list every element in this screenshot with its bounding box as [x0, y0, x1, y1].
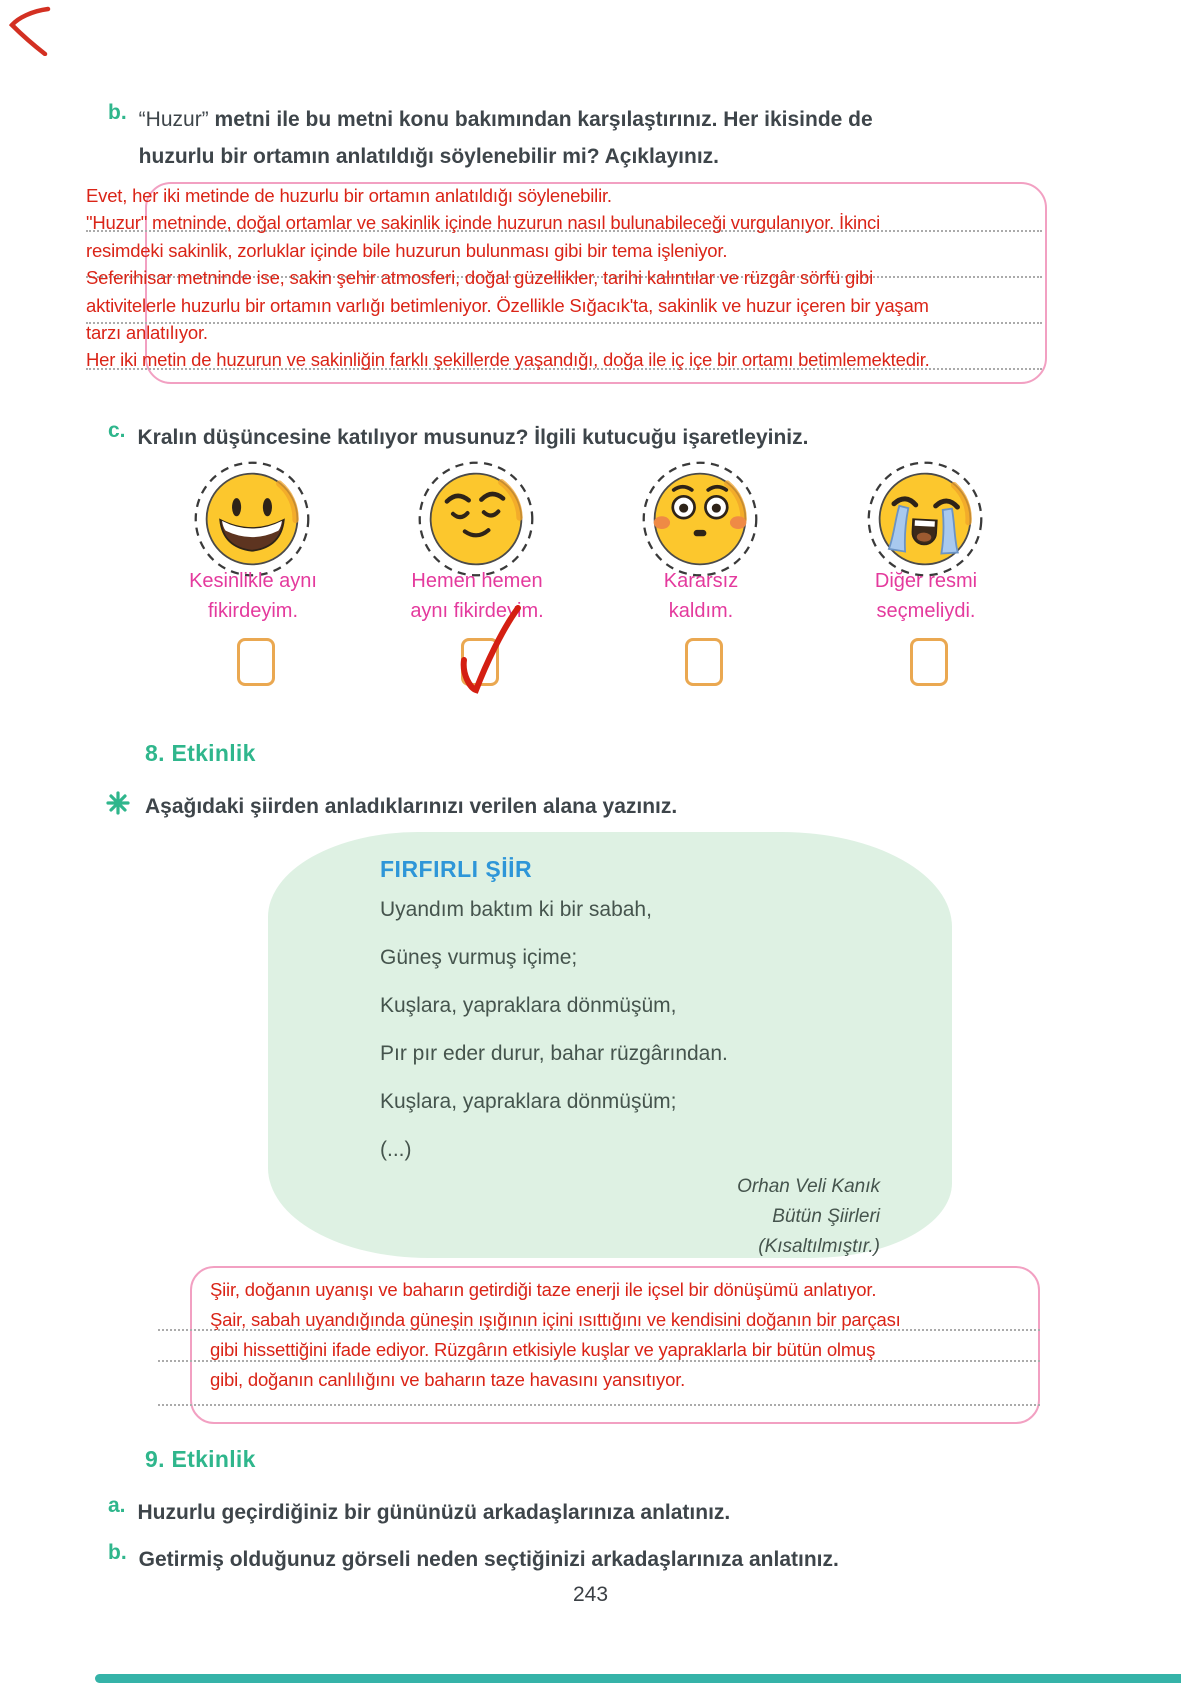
- workbook-page: b. “Huzur” metni ile bu metni konu bakımından karşılaştırınız. Her ikisinde de huzurlu bir ortamın anlatıldığı söylenebilir mi? Açıklayınız. Evet, her iki metinde de huzurlu bir ortamın anlatıldığı söylenebilir. "Huzur" metninde, doğal ortamlar ve sakinlik içinde huzurun nasıl bulunabileceği vurgulanıyor. İkinci resimdeki sakinlik, zorluklar içinde bile huzurun bulunması gibi bir tema işleniyor. Seferihisar metninde ise, sakin şehir atmosferi, doğal güzellikler, tarihi kalıntılar ve rüzgâr sörfü gibi aktivitelerle huzurlu bir ortamın varlığı betimleniyor. Özellikle Sığacık'ta, sakinlik ve huzur içeren bir yaşam tarzı anlatılıyor. Her iki metin de huzurun ve sakinliğin farklı şekillerde yaşandığı, doğa ile iç içe bir ortamı betimlemektedir. c. Kralın düşüncesine katılıyor musunuz? İlgili kutucuğu işaretleyiniz. Kesinlikle aynı fikirdeyim. Hemen hemen aynı fikirdeyim. Kararsız kaldım. Diğer resmi seçmeliydi. 8. Etkinlik Aşağıdaki şiirden anladıklarınızı verilen alana yazınız. FIRFIRLI ŞİİR Uyandım baktım ki bir sabah, Güneş vurmuş içime; Kuşlara, yapraklara dönmüşüm, Pır pır eder durur, bahar rüzgârından. Kuşlara, yapraklara dönmüşüm; (...) Orhan Veli Kanık Bütün Şiirleri (Kısaltılmıştır.) Şiir, doğanın uyanışı ve baharın getirdiği taze enerji ile içsel bir dönüşümü anlatıyor. Şair, sabah uyandığında güneşin ışığının içini ısıttığını ve kendisini doğanın bir parçası gibi hissettiğini ifade ediyor. Rüzgârın etkisiyle kuşlar ve yapraklarla bir bütün olmuş gibi, doğanın canlılığını ve baharın taze havasını yansıtıyor. 9. Etkinlik a. Huzurlu geçirdiğiniz bir gününüzü arkadaşlarınıza anlatınız. b. Getirmiş olduğunuz görseli neden seçtiğinizi arkadaşlarınıza anlatınız. 243: [0, 0, 1181, 1683]
- question-b: [108, 101, 873, 175]
- option-1-label: Kesinlikle aynı fikirdeyim.: [189, 570, 317, 622]
- question-c-letter: c.: [108, 419, 126, 442]
- question-9b-text: Getirmiş olduğunuz görseli neden seçtiğinizi arkadaşlarınıza anlatınız.: [138, 1548, 839, 1571]
- relieved-face-icon: [414, 457, 538, 581]
- question-c-text: Kralın düşüncesine katılıyor musunuz? İlgili kutucuğu işaretleyiniz.: [137, 426, 809, 449]
- option-3-checkbox[interactable]: [685, 638, 723, 686]
- writing-line: [86, 322, 1042, 324]
- writing-line: [158, 1404, 1040, 1406]
- question-b-letter: b.: [108, 101, 127, 124]
- option-4-label: Diğer resmi seçmeliydi.: [874, 570, 978, 622]
- activity-9-heading: 9. Etkinlik: [145, 1446, 256, 1472]
- question-c: [108, 419, 808, 456]
- grinning-face-icon: [193, 460, 311, 578]
- crying-face-icon: [863, 457, 987, 581]
- question-9a: [108, 1494, 730, 1531]
- option-4-checkbox[interactable]: [910, 638, 948, 686]
- option-2-label: Hemen hemen aynı fikirdeyim.: [410, 570, 544, 622]
- activity-8-heading: 8. Etkinlik: [145, 740, 256, 766]
- option-2-checkbox[interactable]: [461, 638, 499, 686]
- answer-option-1: [140, 460, 366, 700]
- flushed-face-icon: [641, 460, 759, 578]
- question-9b-letter: b.: [108, 1541, 127, 1564]
- question-9b: [108, 1541, 839, 1578]
- option-3-label: Kararsız kaldım.: [663, 570, 739, 622]
- page-number: 243: [572, 1583, 609, 1606]
- question-9a-text: Huzurlu geçirdiğiniz bir gününüzü arkadaşlarınıza anlatınız.: [137, 1501, 731, 1524]
- red-pen-corner-mark: [2, 2, 56, 56]
- activity-8-instruction: Aşağıdaki şiirden anladıklarınızı verilen alana yazınız.: [145, 795, 678, 818]
- answer-option-2: [364, 460, 590, 700]
- answer-option-4: [813, 460, 1039, 700]
- star-bullet-icon: [106, 791, 130, 815]
- answer-option-3: [588, 460, 814, 700]
- question-9a-letter: a.: [108, 1494, 126, 1517]
- option-1-checkbox[interactable]: [237, 638, 275, 686]
- poem-title: FIRFIRLI ŞİİR: [380, 856, 533, 882]
- question-b-text: “Huzur” metni ile bu metni konu bakımından karşılaştırınız. Her ikisinde de huzurlu bir ortamın anlatıldığı söylenebilir mi? Açıklayınız.: [138, 108, 873, 168]
- footer-accent-bar: [95, 1674, 1181, 1683]
